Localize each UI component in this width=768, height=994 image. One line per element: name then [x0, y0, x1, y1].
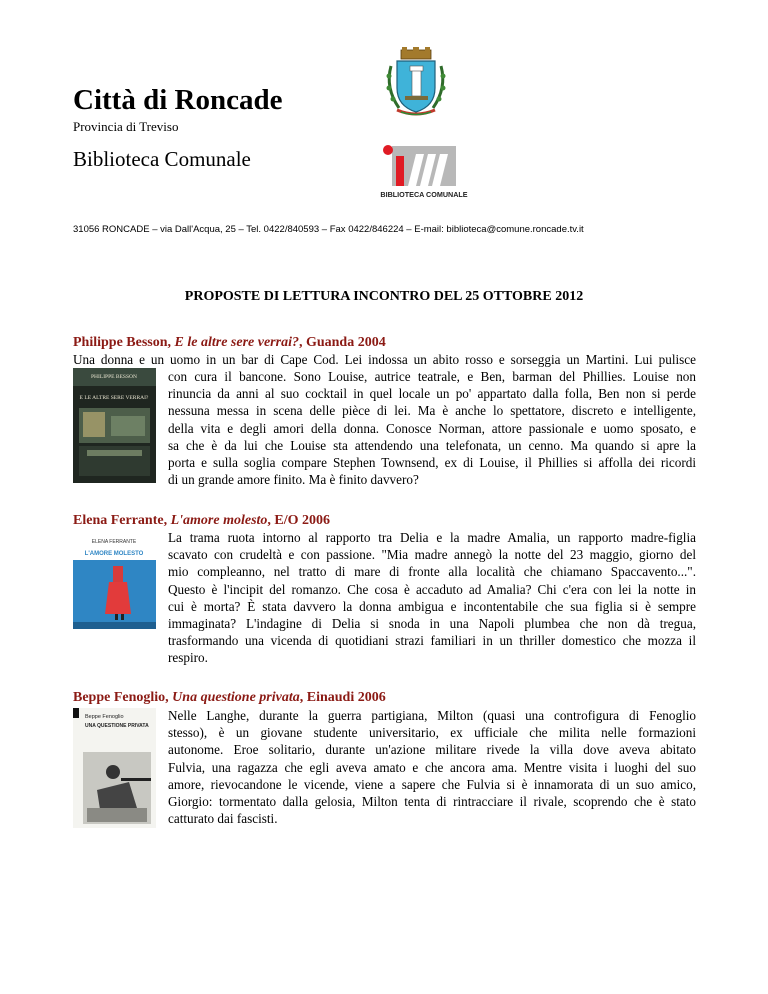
description-line: mio compleanno, nel tratto di mare di fronte alla località che chiamano Spaccavento...".	[168, 564, 696, 580]
description-line: rinuncia da anni al suo cocktail in quel locale un po' appartato dalla folla, Ben non si perde	[168, 386, 696, 402]
page-heading: PROPOSTE DI LETTURA INCONTRO DEL 25 OTTOBRE 2012	[184, 289, 584, 304]
description-line: trasformando una vicenda di quotidiani strazi familiari in un thriller domestico che mozza il	[168, 633, 696, 649]
library-logo-text: BIBLIOTECA COMUNALE	[380, 190, 468, 199]
description-line: della vita e degli amori della donna. Conosce Norman, attore passionale e uomo sposato, e	[168, 420, 696, 436]
description-line: immaginata? L'indagine di Delia si snoda in una Napoli plumbea che non dà tregua,	[168, 615, 696, 631]
book-description	[168, 368, 696, 488]
cover-author: Beppe Fenoglio	[85, 714, 124, 720]
book-title: E le altre sere verrai?	[174, 335, 299, 350]
coat-of-arms-logo	[383, 48, 449, 118]
description-line: catturato dai fascisti.	[168, 811, 278, 827]
book-cover-image	[73, 536, 156, 629]
book-publisher: , Einaudi 2006	[299, 690, 386, 705]
description-line: porta e sulla soglia compare Stephen Townsend, ex di Louise, il Phillies si affolla dei ricordi	[168, 454, 696, 470]
cover-title: UNA QUESTIONE PRIVATA	[85, 723, 149, 729]
description-line: nessuna messa in scena delle pièce di lei. Ma è anche lo spettatore, discreto e intelligente,	[168, 403, 696, 419]
description-line: La trama ruota intorno al rapporto tra Delia e la madre Amalia, un rapporto madre-figlia	[168, 530, 696, 545]
description-line: di un grande amore finito. Ma è finito davvero?	[168, 472, 419, 488]
book-cover-image	[73, 368, 156, 483]
book-description	[73, 351, 696, 368]
book-description	[168, 707, 696, 827]
book-author: Beppe Fenoglio,	[73, 690, 173, 705]
province-label: Provincia di Treviso	[73, 119, 179, 134]
book-author: Philippe Besson,	[73, 335, 175, 350]
description-line: stesso), è un giovane studente universitario, ex ufficiale che milita nelle formazioni	[168, 725, 696, 741]
cover-author: PHILIPPE BESSON	[91, 374, 137, 380]
book-publisher: , Guanda 2004	[298, 335, 386, 350]
book-description	[168, 529, 696, 667]
library-name: Biblioteca Comunale	[73, 147, 251, 171]
book-title-line	[73, 690, 386, 706]
description-line: Nelle Langhe, durante la guerra partigiana, Milton (quasi una controfigura di Fenoglio	[168, 708, 696, 723]
book-title: Una questione privata	[172, 690, 300, 705]
book-author: Elena Ferrante,	[73, 513, 171, 528]
description-line: con cura il bancone. Sono Louise, autrice teatrale, e Ben, barman del Phillies. Louise non	[168, 369, 696, 384]
description-line: Fulvia, una ragazza che egli aveva amato e che ancora ama. Mentre visita i luoghi del suo	[168, 759, 696, 775]
description-line: Questo è l'incipit del romanzo. Che cosa è accaduto ad Amalia? Chi c'era con lei la notte in	[168, 581, 696, 597]
description-line: autonome. Eroe solitario, durante un'azione militare rivede la villa dove aveva abitato	[168, 742, 696, 758]
description-line: Una donna e un uomo in un bar di Cape Cod. Lei indossa un abito rosso e sorseggia un Martini. Lui pulisce	[73, 352, 696, 367]
contact-line: 31056 RONCADE – via Dall'Acqua, 25 – Tel. 0422/840593 – Fax 0422/846224 – E-mail: biblioteca@comune.roncade.tv.it	[73, 224, 584, 235]
description-line: amore, rievocandone le vicende, viene a sapere che Fulvia si è innamorata di un suo amico,	[168, 776, 696, 792]
book-title-line	[73, 335, 386, 351]
book-title-line	[73, 513, 330, 529]
description-line: Giorgio: tormentato dalla gelosia, Milton tenta di rintracciare il rivale, scoprendo che è stato	[168, 793, 696, 809]
library-logo	[380, 140, 468, 202]
description-line: scavato con crudeltà e con passione. "Mia madre annegò la notte del 23 maggio, giorno del	[168, 547, 696, 563]
description-line: sa che è da lui che Louise sta attendendo una telefonata, un cenno. Ma quando si apre la	[168, 437, 696, 453]
description-line: respiro.	[168, 650, 208, 666]
cover-title: L'AMORE MOLESTO	[84, 551, 144, 557]
book-title: L'amore molesto	[170, 513, 268, 528]
city-title: Città di Roncade	[73, 84, 283, 116]
cover-title: E LE ALTRE SERE VERRAI?	[79, 395, 149, 401]
description-line: cui è morta? È stata davvero la donna ambigua e incontentabile che sua figlia si è sempre	[168, 598, 696, 614]
book-cover-image	[73, 708, 156, 828]
book-publisher: , E/O 2006	[267, 513, 331, 528]
cover-author: ELENA FERRANTE	[91, 539, 137, 545]
